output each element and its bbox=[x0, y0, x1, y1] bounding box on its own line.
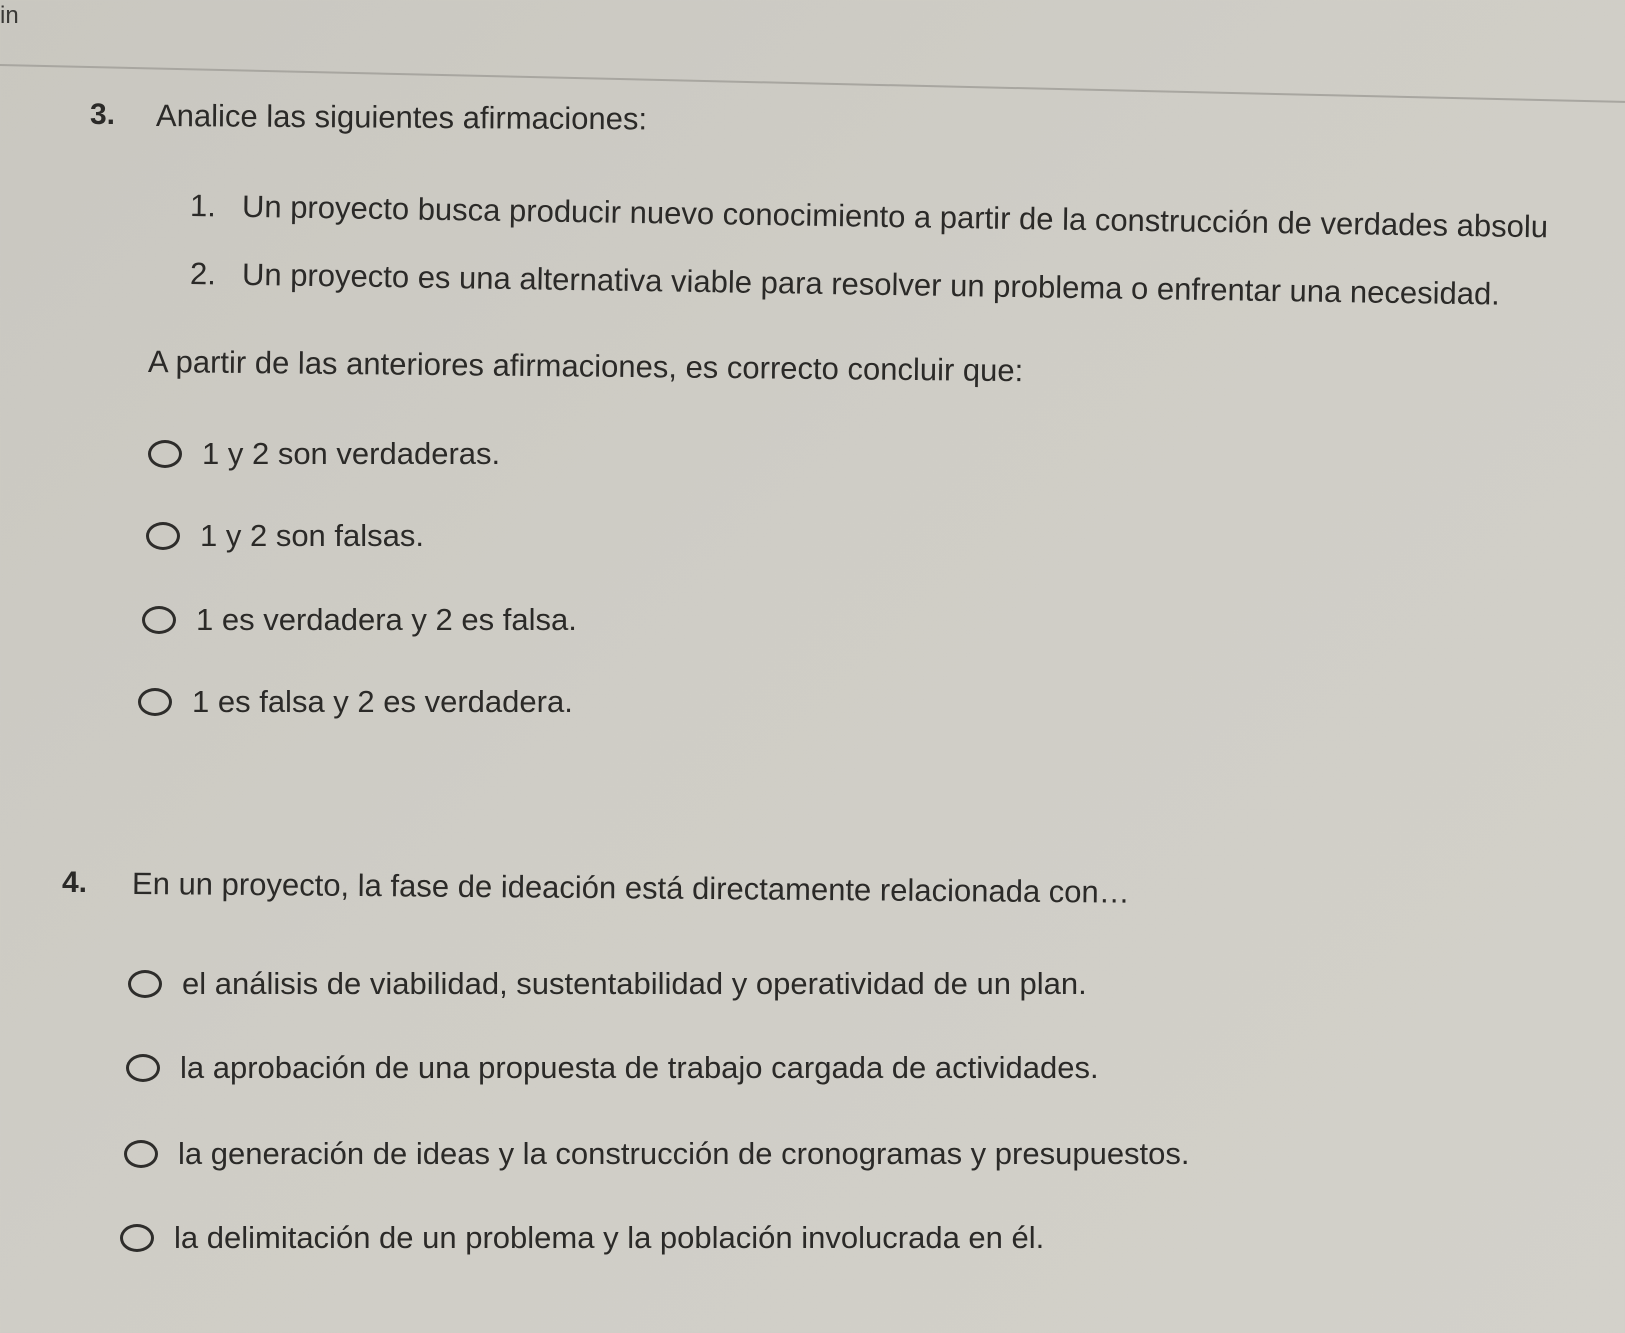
option-q3-a[interactable] bbox=[148, 434, 500, 474]
radio-button[interactable] bbox=[142, 606, 176, 634]
statement-number: 1. bbox=[189, 188, 217, 224]
radio-button[interactable] bbox=[120, 1224, 154, 1252]
question-number: 3. bbox=[90, 98, 116, 131]
statement-1 bbox=[190, 188, 1549, 245]
question-prompt: Analice las siguientes afirmaciones: bbox=[155, 98, 648, 137]
option-label: 1 es verdadera y 2 es falsa. bbox=[196, 602, 577, 637]
option-q3-b[interactable] bbox=[146, 516, 424, 556]
statement-2 bbox=[190, 256, 1500, 313]
conclusion-prompt: A partir de las anteriores afirmaciones, es correcto concluir que: bbox=[147, 344, 1024, 389]
option-q3-d[interactable] bbox=[138, 682, 573, 722]
question-prompt: En un proyecto, la fase de ideación está directamente relacionada con… bbox=[131, 866, 1130, 910]
statement-text: Un proyecto busca producir nuevo conocimiento a partir de la construcción de verdades absolu bbox=[241, 188, 1549, 245]
option-q4-c[interactable] bbox=[124, 1134, 1190, 1174]
radio-button[interactable] bbox=[146, 522, 180, 550]
corner-text: in bbox=[0, 2, 19, 29]
option-label: 1 y 2 son falsas. bbox=[200, 518, 425, 553]
option-q4-a[interactable] bbox=[128, 964, 1087, 1004]
divider bbox=[0, 64, 1625, 103]
option-q4-b[interactable] bbox=[126, 1048, 1099, 1088]
option-label: la aprobación de una propuesta de trabajo cargada de actividades. bbox=[180, 1050, 1099, 1085]
radio-button[interactable] bbox=[126, 1054, 160, 1082]
option-label: la generación de ideas y la construcción de cronogramas y presupuestos. bbox=[178, 1136, 1190, 1171]
statement-text: Un proyecto es una alternativa viable para resolver un problema o enfrentar una necesidad. bbox=[241, 256, 1501, 312]
question-number: 4. bbox=[62, 866, 88, 899]
option-label: el análisis de viabilidad, sustentabilidad y operatividad de un plan. bbox=[182, 966, 1087, 1001]
option-q3-c[interactable] bbox=[142, 600, 577, 640]
radio-button[interactable] bbox=[138, 688, 172, 716]
option-label: 1 es falsa y 2 es verdadera. bbox=[192, 684, 573, 719]
option-label: 1 y 2 son verdaderas. bbox=[202, 436, 501, 471]
option-label: la delimitación de un problema y la población involucrada en él. bbox=[174, 1220, 1045, 1255]
option-q4-d[interactable] bbox=[120, 1218, 1044, 1258]
radio-button[interactable] bbox=[124, 1140, 158, 1168]
radio-button[interactable] bbox=[128, 970, 162, 998]
radio-button[interactable] bbox=[148, 440, 182, 468]
statement-number: 2. bbox=[189, 256, 217, 292]
